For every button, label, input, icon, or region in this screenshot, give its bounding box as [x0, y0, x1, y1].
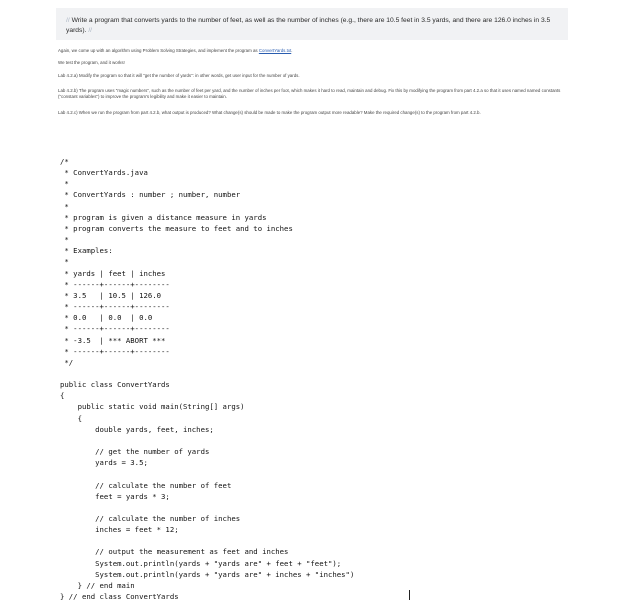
instruction-lab-4-2-c: Lab 4.2.c) When we run the program from part 4.2.b, what output is produced? What change(s) should be made to make the program output more readable? Make the required change(s) to the program from part 4.2.b. [58, 110, 481, 115]
instruction-lab-4-2-a: Lab 4.2.a) Modify the program so that it will "get the number of yards": in other words, get user input for the number of yards. [58, 73, 300, 78]
java-source-code: /* * ConvertYards.java * * ConvertYards : number ; number, number * * program is given a distance measure in yards * program converts the measure to feet and to inches * * Examples: * * yards | feet | inches * ------+------+-------- * 3.5 | 10.5 | 126.0 * ------+------+-------- * 0.0 | 0.0 | 0.0 * ------+------+-------- * -3.5 | *** ABORT *** * ------+------+-------- */ public class ConvertYards { public static void main(String[] args) { double yards, feet, inches; // get the number of yards yards = 3.5; // calculate the number of feet feet = yards * 3; // calculate the number of inches inches = feet * 12; // output the measurement as feet and inches System.out.println(yards + "yards are" + feet + "feet"); System.out.println(yards + "yards are" + inches + "inches") } // end main } // end class ConvertYards [60, 157, 355, 602]
instruction-lab-4-2-b: Lab 4.2.b) The program uses "magic numbers", such as the number of feet per yard, and the number of inches per foot, which makes it hard to read, maintain and debug. Fix this by modifying the program from part 4.2.a so that it uses named named constants ("constant variables") to improve the program's legibility and make it easier to maintain. [58, 88, 561, 100]
prompt-text: Write a program that converts yards to the number of feet, as well as the number of inches (e.g., there are 10.5 feet in 3.5 yards, and there are 126.0 inches in 3.5 yards). [66, 17, 551, 34]
instruction-test: We test the program, and it works! [58, 60, 125, 65]
prompt-close-slashes: // [88, 27, 93, 34]
text-cursor [409, 590, 410, 600]
instruction-algorithm-end: . [291, 48, 293, 53]
instruction-algorithm-text: Again, we come up with an algorithm using Problem Solving Strategies, and implement the program as [58, 48, 259, 53]
instruction-algorithm [58, 48, 568, 54]
assignment-prompt [56, 8, 568, 40]
prompt-open-slashes: // [66, 17, 70, 24]
convert-yards-file-link[interactable]: ConvertYards.txt [258, 48, 292, 53]
